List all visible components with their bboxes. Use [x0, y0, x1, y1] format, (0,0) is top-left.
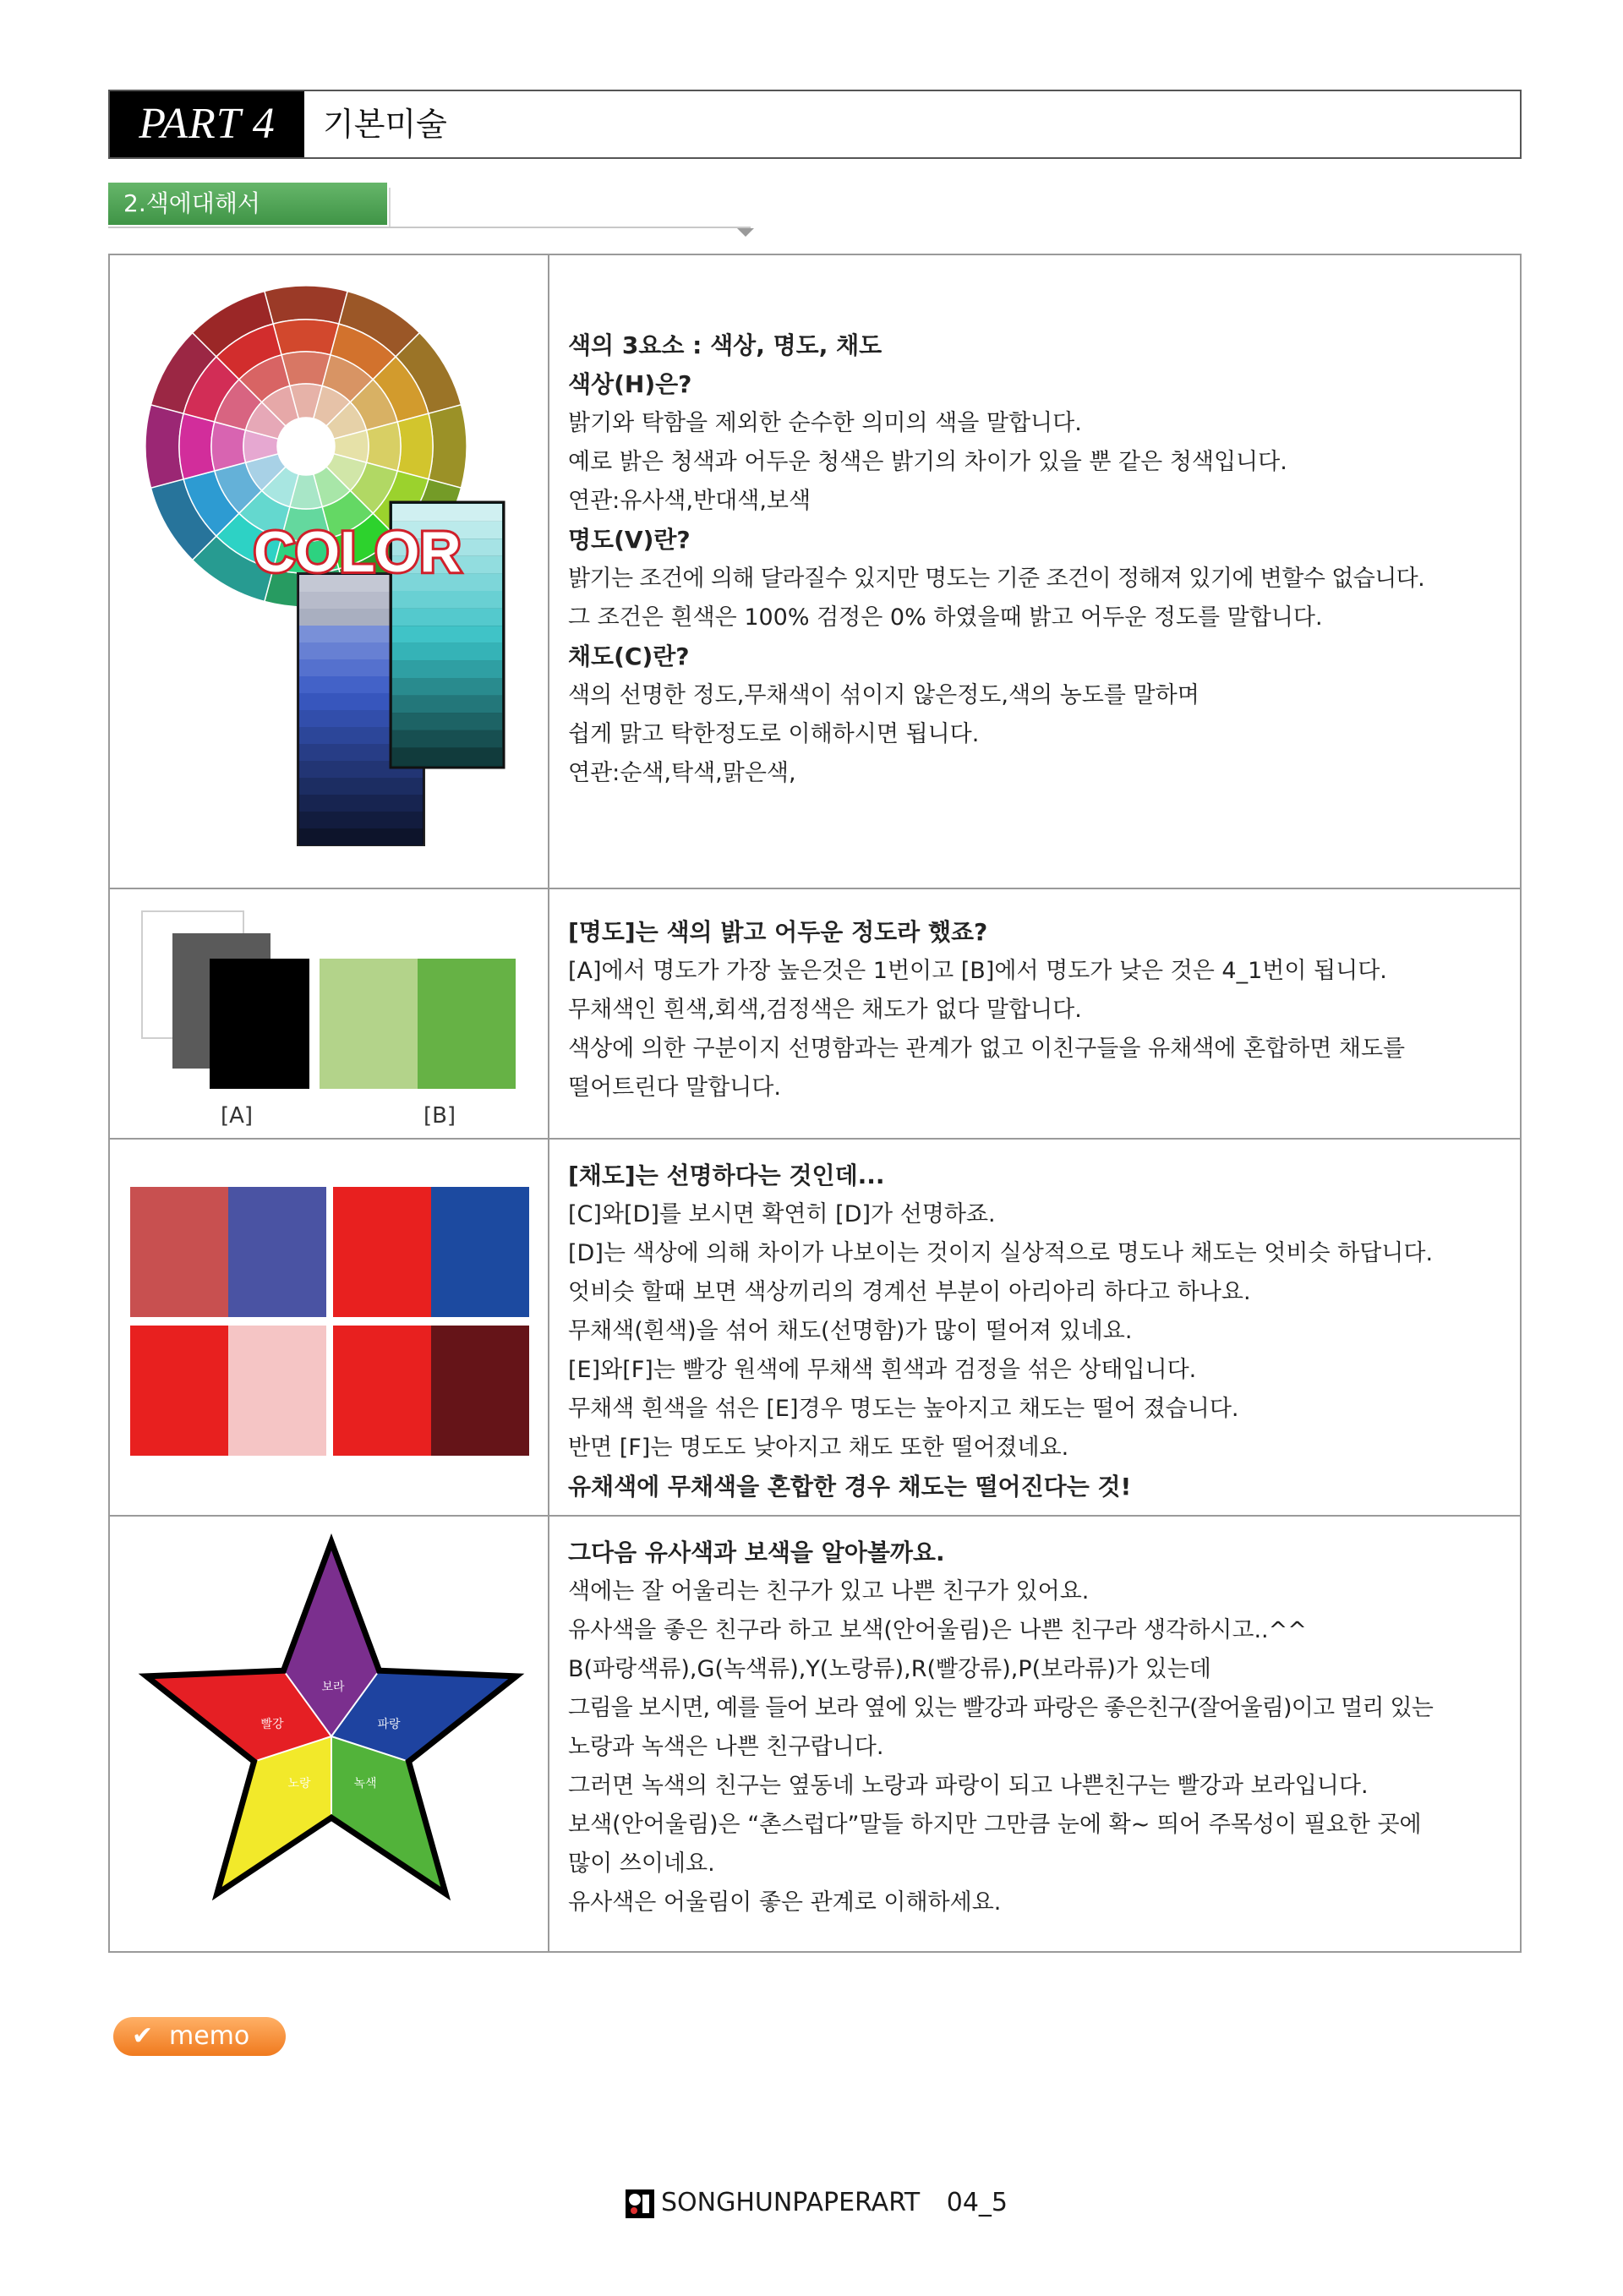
color-wheel-segment — [397, 413, 433, 479]
heading-hue: 색상(H)은? — [568, 370, 692, 398]
blue-gradient-band — [299, 778, 423, 795]
teal-gradient-band — [392, 678, 502, 696]
text-line: 무채색인 흰색,회색,검정색은 채도가 없다 말합니다. — [568, 997, 1082, 1023]
value-text — [568, 913, 1511, 1107]
check-icon: ✔ — [132, 2021, 154, 2051]
value-swatches — [110, 889, 548, 1138]
swatch-f-dark-red — [431, 1326, 529, 1456]
text-line: 보색(안어울림)은 “촌스럽다”말들 하지만 그만큼 눈에 확~ 띄어 주목성이 필요한 곳에 — [568, 1812, 1422, 1838]
text-line: 무채색(흰색)을 섞어 채도(선명함)가 많이 떨어져 있네요. — [568, 1318, 1133, 1344]
teal-gradient-band — [392, 609, 502, 626]
color-wheel-segment — [145, 405, 183, 488]
swatch-e-pink — [228, 1326, 326, 1456]
text-line: 연관:순색,탁색,맑은색, — [568, 760, 796, 786]
table-row-color-elements — [108, 254, 1522, 889]
color-wheel-segment — [429, 405, 467, 488]
table-row-harmony — [108, 1517, 1522, 1953]
label-a: [A] — [220, 1103, 254, 1129]
text-line: 무채색 흰색을 섞은 [E]경우 명도는 높아지고 채도는 떨어 졌습니다. — [568, 1396, 1239, 1422]
text-line: 노랑과 녹색은 나쁜 친구랍니다. — [568, 1734, 884, 1760]
star-label-yellow: 노랑 — [287, 1777, 311, 1790]
page-header — [108, 90, 1522, 159]
text-line: 그러면 녹색의 친구는 옆동네 노랑과 파랑이 되고 나쁜친구는 빨강과 보라입니다. — [568, 1773, 1369, 1799]
color-elements-text — [568, 326, 1511, 793]
text-line: 색상에 의한 구분이지 선명함과는 관계가 없고 이친구들을 유채색에 혼합하면 채도를 — [568, 1036, 1406, 1062]
text-line: 유사색은 어울림이 좋은 관계로 이해하세요. — [568, 1889, 1002, 1916]
blue-gradient-band — [299, 795, 423, 812]
text-line: 예로 밝은 청색과 어두운 청색은 밝기의 차이가 있을 뿐 같은 청색입니다. — [568, 449, 1287, 475]
swatch-c-blue — [228, 1187, 326, 1317]
teal-gradient-band — [392, 747, 502, 765]
label-b: [B] — [423, 1103, 456, 1129]
section-tab: 2.색에대해서 — [108, 183, 387, 225]
text-line: 엇비슷 할때 보면 색상끼리의 경계선 부분이 아리아리 하다고 하나요. — [568, 1279, 1251, 1305]
text-line: [E]와[F]는 빨강 원색에 무채색 흰색과 검정을 섞은 상태입니다. — [568, 1357, 1197, 1383]
text-line: 떨어트린다 말합니다. — [568, 1074, 781, 1101]
chroma-text — [568, 1156, 1511, 1506]
section-divider — [389, 188, 391, 227]
section-underline — [108, 227, 751, 228]
teal-gradient-band — [392, 643, 502, 661]
text-line: 밝기와 탁함을 제외한 순수한 의미의 색을 말합니다. — [568, 410, 1082, 436]
swatch-d-red — [333, 1187, 431, 1317]
color-logo-text: COLOR — [254, 520, 462, 584]
text-line: 반면 [F]는 명도도 낮아지고 채도 또한 떨어졌네요. — [568, 1435, 1069, 1461]
text-line: [C]와[D]를 보시면 확연히 [D]가 선명하죠. — [568, 1201, 996, 1227]
page-footer — [626, 2186, 1008, 2220]
page-title: 기본미술 — [323, 106, 447, 143]
chroma-swatches-cell — [110, 1140, 549, 1515]
text-line: B(파랑색류),G(녹색류),Y(노랑류),R(빨강류),P(보라류)가 있는데 — [568, 1656, 1211, 1682]
blue-gradient-band — [299, 812, 423, 828]
teal-gradient-band — [392, 591, 502, 609]
part-label: PART 4 — [110, 91, 304, 157]
color-wheel-illustration — [110, 255, 548, 888]
text-line: 밝기는 조건에 의해 달라질수 있지만 명도는 기준 조건이 정해져 있기에 변할수 없습니다. — [568, 566, 1425, 592]
text-line: 색에는 잘 어울리는 친구가 있고 나쁜 친구가 있어요. — [568, 1578, 1090, 1604]
harmony-text — [568, 1533, 1511, 1922]
color-wheel-segment — [265, 286, 347, 324]
teal-gradient-band — [392, 696, 502, 713]
text-line: [A]에서 명도가 가장 높은것은 1번이고 [B]에서 명도가 낮은 것은 4_1번이 됩니다. — [568, 958, 1387, 984]
section-arrow-icon — [737, 228, 754, 237]
swatch-green — [418, 959, 516, 1089]
heading-chroma: 채도(C)란? — [568, 642, 690, 670]
color-wheel-segment — [179, 413, 215, 479]
teal-gradient-band — [392, 713, 502, 730]
chroma-swatches — [110, 1140, 548, 1515]
text-line: 쉽게 맑고 탁한정도로 이해하시면 됩니다. — [568, 721, 980, 747]
swatch-e-red — [130, 1326, 228, 1456]
star-label-blue: 파랑 — [377, 1718, 401, 1731]
brand-logo-icon — [626, 2189, 654, 2218]
teal-gradient-band — [392, 504, 502, 522]
heading-harmony: 그다음 유사색과 보색을 알아볼까요. — [568, 1539, 945, 1566]
heading-value: 명도(V)란? — [568, 526, 691, 554]
memo-label: memo — [169, 2021, 250, 2051]
teal-gradient-band — [392, 626, 502, 643]
swatch-black — [210, 959, 309, 1089]
text-line: 많이 쓰이네요. — [568, 1850, 715, 1877]
text-line: 색의 선명한 정도,무채색이 섞이지 않은정도,색의 농도를 말하며 — [568, 682, 1199, 708]
value-swatches-cell — [110, 889, 549, 1138]
text-line: 그림을 보시면, 예를 들어 보라 옆에 있는 빨강과 파랑은 좋은친구(잘어울림)이고 멀리 있는 — [568, 1695, 1434, 1721]
teal-gradient-band — [392, 730, 502, 748]
text-line: 유사색을 좋은 친구라 하고 보색(안어울림)은 나쁜 친구라 생각하시고..^^ — [568, 1617, 1307, 1643]
teal-gradient-band — [392, 660, 502, 678]
heading-color-elements: 색의 3요소 : 색상, 명도, 채도 — [568, 331, 883, 359]
color-star-cell — [110, 1517, 549, 1951]
summary-line: 유채색에 무채색을 혼합한 경우 채도는 떨어진다는 것! — [568, 1473, 1132, 1501]
star-label-purple: 보라 — [321, 1681, 345, 1694]
swatch-c-red — [130, 1187, 228, 1317]
swatch-light-green — [320, 959, 418, 1089]
star-label-green: 녹색 — [353, 1777, 377, 1790]
swatch-f-red — [333, 1326, 431, 1456]
footer-brand: SONGHUNPAPERART — [661, 2188, 921, 2217]
heading-chroma-row: [채도]는 선명하다는 것인데... — [568, 1162, 885, 1189]
color-star — [110, 1517, 548, 1951]
heading-value-row: [명도]는 색의 밝고 어두운 정도라 했죠? — [568, 918, 988, 946]
blue-gradient-band — [299, 828, 423, 845]
text-line: 그 조건은 흰색은 100% 검정은 0% 하였을때 밝고 어두운 정도를 말합니다. — [568, 604, 1323, 631]
swatch-d-blue — [431, 1187, 529, 1317]
table-row-chroma — [108, 1140, 1522, 1517]
color-wheel-segment — [273, 320, 339, 355]
page-number: 04_5 — [946, 2188, 1008, 2217]
memo-button[interactable] — [113, 2017, 286, 2056]
color-wheel-cell — [110, 255, 549, 888]
text-line: [D]는 색상에 의해 차이가 나보이는 것이지 실상적으로 명도나 채도는 엇비슷 하답니다. — [568, 1240, 1434, 1266]
text-line: 연관:유사색,반대색,보색 — [568, 488, 812, 514]
star-label-red: 빨강 — [260, 1718, 284, 1731]
table-row-value — [108, 889, 1522, 1140]
